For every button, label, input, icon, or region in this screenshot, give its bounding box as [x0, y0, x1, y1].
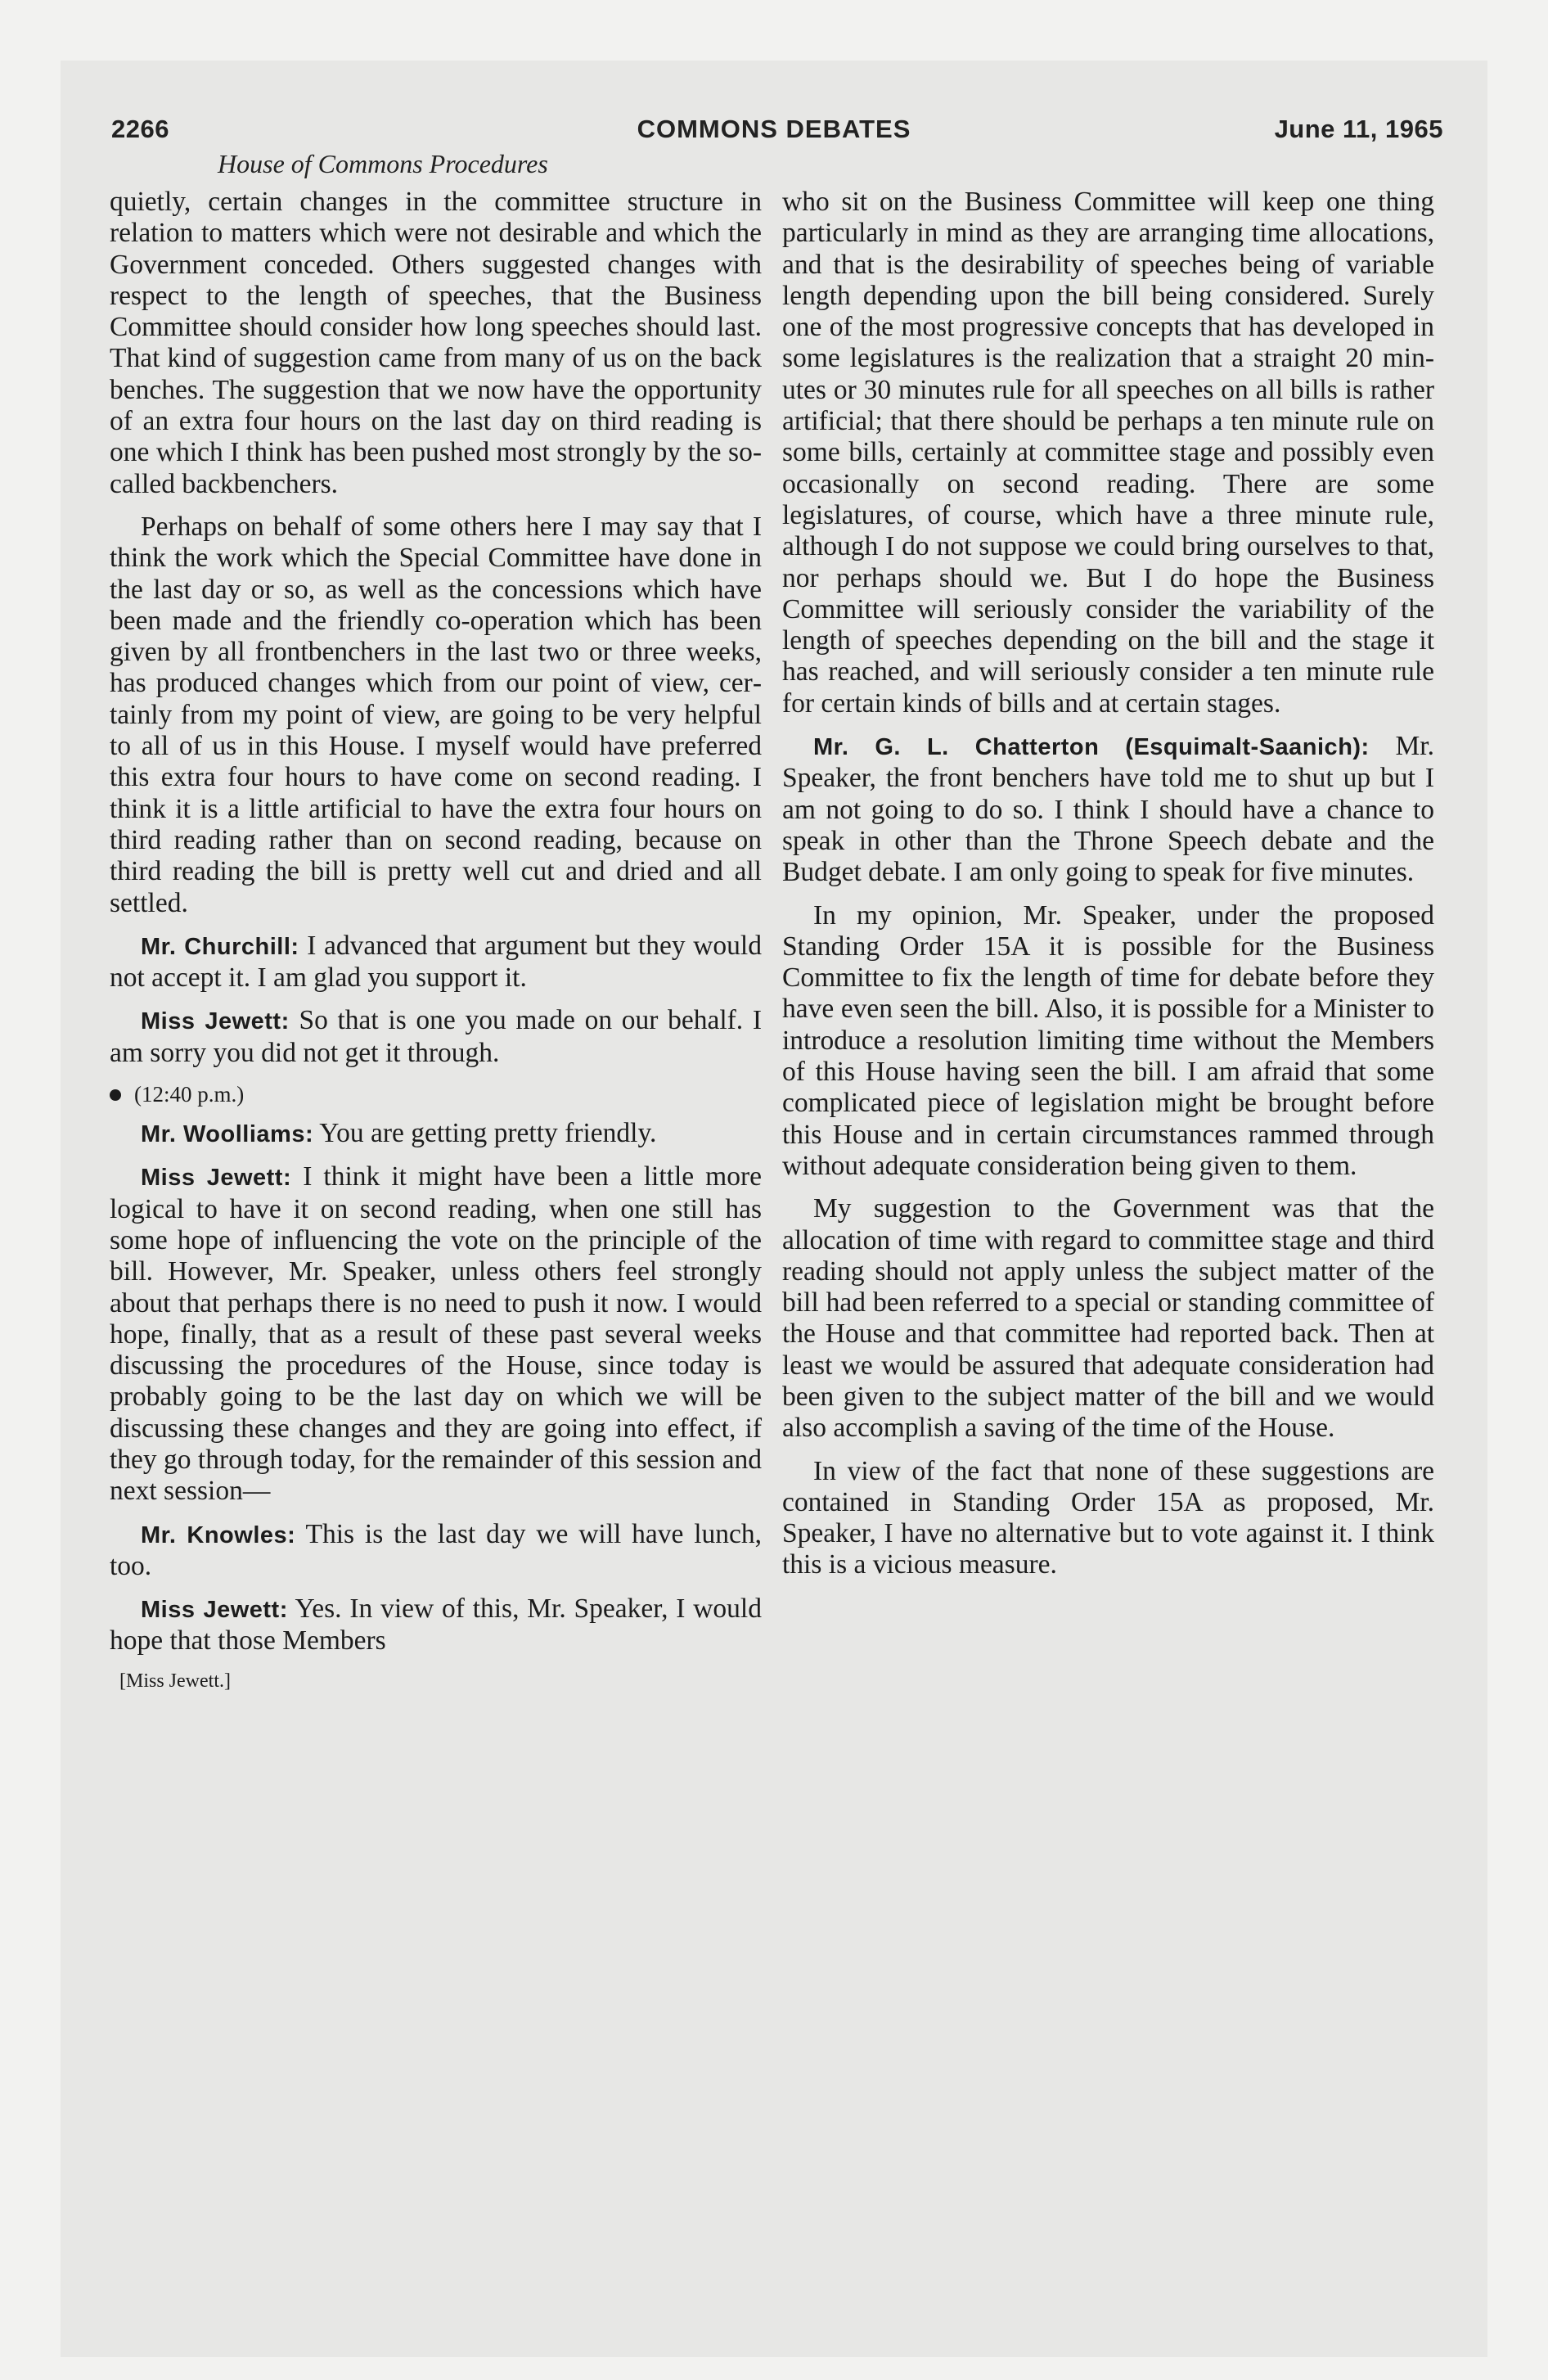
left-column: [110, 187, 762, 1693]
bullet-icon: [110, 1089, 121, 1101]
paragraph: My suggestion to the Government was that the allocation of time with regard to committee stage and third reading should not apply unless the subject matter of the bill had been referred to a special or standing committee of the House and that committee had reported back. Then at least we would be assured that adequate consideration had been given to the subject matter of the bill and we would also accomplish a saving of the time of the House.: [782, 1193, 1434, 1444]
speech-text: I think it might have been a little more logical to have it on second reading, when one still has some hope of influencing the vote on the principle of the bill. However, Mr. Speaker, unless others feel strongly about that perhaps there is no need to push it now. I would hope, finally, that as a result of these past several weeks discussing the procedures of the House, since today is probably going to be the last day on which we will be discussing these changes and they are going into effect, if they go through today, for the remainder of this session and next session—: [110, 1161, 763, 1507]
speaker-name: Miss Jewett:: [141, 1597, 288, 1624]
page-number: 2266: [111, 115, 169, 143]
speech-text: Yes. In view of this, Mr. Speaker, I would hope that those Members: [110, 1593, 762, 1657]
speech-text: I advanced that argument but they would not accept it. I am glad you support it.: [110, 930, 762, 994]
time-marker: [110, 1080, 762, 1108]
publication-title: COMMONS DEBATES: [637, 115, 911, 143]
time-stamp: (12:40 p.m.): [134, 1082, 245, 1107]
speech: [110, 1519, 762, 1583]
speech: [110, 1593, 762, 1657]
publication-date: June 11, 1965: [1274, 115, 1443, 143]
speaker-footnote: [Miss Jewett.]: [119, 1670, 231, 1692]
paragraph: quietly, certain changes in the committee structure in relation to matters which were not desirable and which the Government conceded. Others suggested changes with respect to the length of speeches, that the Business Committee should consider how long speeches should last. That kind of suggestion came from many of us on the back benches. The suggestion that we now have the opportunity of an extra four hours on the last day on third reading is one which I think has been pushed most strongly by the so-called backbenchers.: [110, 187, 762, 499]
speech: [110, 1118, 762, 1150]
speaker-name: Mr. Churchill:: [141, 933, 299, 960]
speech: [110, 1005, 762, 1069]
right-column: [782, 187, 1434, 1593]
speech-text: You are getting pretty friendly.: [319, 1118, 657, 1149]
paragraph: Perhaps on behalf of some others here I may say that I think the work which the Special Committee have done in the last day or so, as well as the concessions which have been made and the friendly co-operation which has been given by all frontbenchers in the last two or three weeks, has produced changes which from our point of view, certainly from my point of view, are going to be very helpful to all of us in this House. I myself would have preferred this extra four hours to have come on second reading. I think it is a little artificial to have the extra four hours on third reading rather than on second reading, because on third reading the bill is pretty well cut and dried and all settled.: [110, 511, 762, 918]
speech: [782, 731, 1434, 888]
speaker-name: Miss Jewett:: [141, 1165, 292, 1192]
speaker-name: Mr. G. L. Chatterton (Esquimalt-Saanich):: [813, 734, 1370, 761]
speaker-name: Mr. Knowles:: [141, 1521, 296, 1548]
speech: [110, 931, 762, 994]
speech: [110, 1161, 762, 1507]
paragraph: In my opinion, Mr. Speaker, under the proposed Standing Order 15A it is possible for the Business Committee to fix the length of time for debate before they have even seen the bill. Also, it is possible for a Minister to introduce a resolution limiting time without the Members of this House having seen the bill. I am afraid that some complicated piece of legislation might be brought before this House and in certain circumstances rammed through without adequate consideration being given to them.: [782, 899, 1434, 1181]
speech-text: This is the last day we will have lunch, too.: [110, 1518, 763, 1581]
speech-text: So that is one you made on our behalf. I am sorry you did not get it through.: [110, 1005, 763, 1068]
speaker-name: Mr. Woolliams:: [141, 1121, 314, 1148]
paragraph: In view of the fact that none of these suggestions are contained in Standing Order 15A as proposed, Mr. Speaker, I have no alternative but to vote against it. I think this is a vicious measure.: [782, 1455, 1434, 1580]
speech-text: Mr. Speaker, the front benchers have told me to shut up but I am not going to do so. I think I should have a chance to speak in other than the Throne Speech debate and the Budget debate. I am only going to speak for five minutes.: [782, 731, 1434, 888]
speaker-name: Miss Jewett:: [141, 1008, 290, 1035]
paragraph: who sit on the Business Committee will keep one thing particularly in mind as they are arranging time allocations, and that is the desirability of speeches being of variable length depending upon the bill being considered. Surely one of the most progressive concepts that has developed in some legislatures is the realization that a straight 20 minutes or 30 minutes rule for all speeches on all bills is rather artificial; that there should be perhaps a ten minute rule on some bills, certainly at committee stage and possibly even occasionally on second reading. There are some legislatures, of course, which have a three minute rule, although I do not suppose we could bring ourselves to that, nor perhaps should we. But I do hope the Business Committee will seriously consider the variability of the length of speeches depending on the bill and the stage it has reached, and will seriously consider a ten minute rule for certain kinds of bills and at certain stages.: [782, 187, 1434, 719]
section-subject: House of Commons Procedures: [218, 149, 548, 178]
